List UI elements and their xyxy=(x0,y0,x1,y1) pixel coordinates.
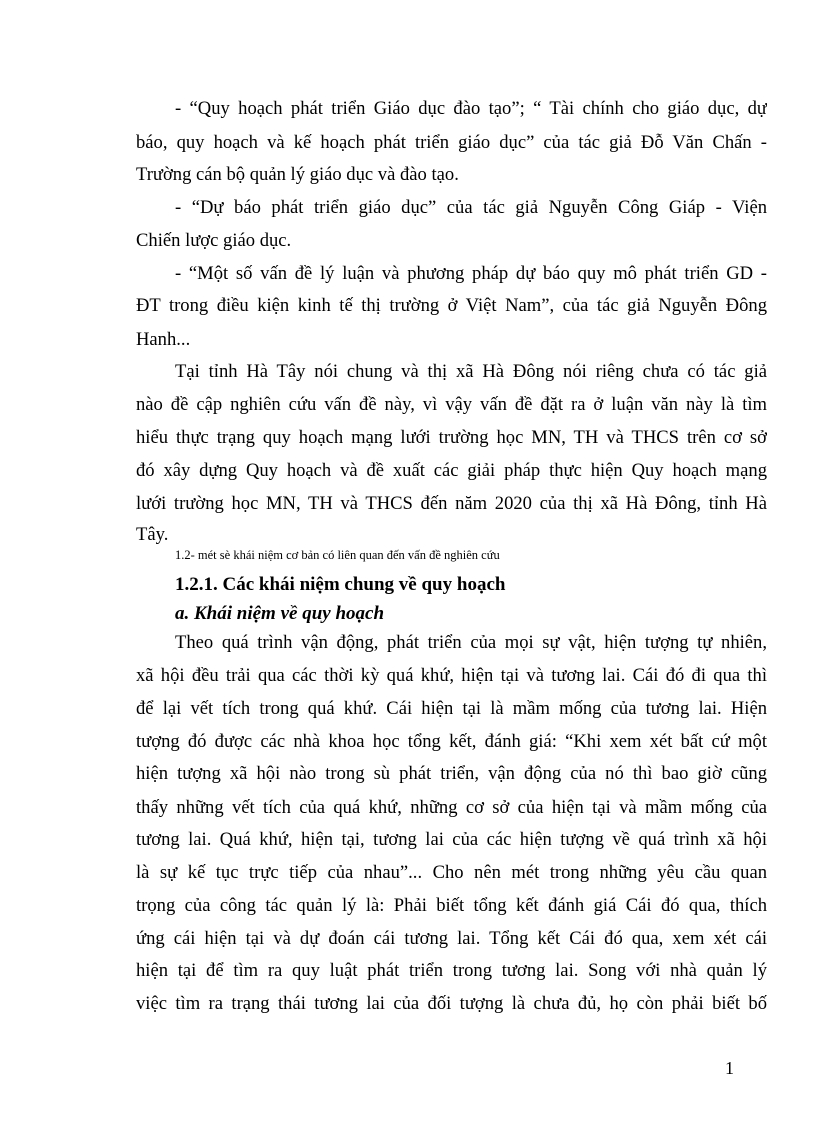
body-line: tượng đó được các nhà khoa học tổng kết, đánh giá: “Khi xem xét bất cứ một xyxy=(136,731,767,752)
paragraph-line: báo, quy hoạch và kế hoạch phát triển giáo dục” của tác giả Đỗ Văn Chấn - xyxy=(136,132,767,153)
body-line: để lại vết tích trong quá khứ. Cái hiện tại là mầm mống của tương lai. Hiện xyxy=(136,698,767,719)
page-number: 1 xyxy=(725,1058,734,1078)
body-line: Theo quá trình vận động, phát triển của mọi sự vật, hiện tượng tự nhiên, xyxy=(175,632,767,653)
section-heading: 1.2- mét sè khái niệm cơ bản có liên quan đến vấn đề nghiên cứu xyxy=(175,548,500,562)
body-line: trọng của công tác quản lý là: Phải biết tổng kết đánh giá Cái đó qua, thích xyxy=(136,895,767,916)
body-line: hiện tượng xã hội nào trong sù phát triển, vận động của nó thì bao giờ cũng xyxy=(136,763,767,784)
paragraph-line: - “Quy hoạch phát triển Giáo dục đào tạo”; “ Tài chính cho giáo dục, dự xyxy=(175,98,767,119)
subsubsection-heading: a. Khái niệm về quy hoạch xyxy=(175,603,385,624)
body-line: là sự kế tục trực tiếp của nhau”... Cho nên mét trong những yêu cầu quan xyxy=(136,862,767,883)
paragraph-line: Trường cán bộ quản lý giáo dục và đào tạo. xyxy=(136,164,459,185)
body-line: việc tìm ra trạng thái tương lai của đối tượng là chưa đủ, họ còn phải biết bố xyxy=(136,993,767,1014)
paragraph-line: - “Một số vấn đề lý luận và phương pháp dự báo quy mô phát triển GD - xyxy=(175,263,767,284)
paragraph-line: hiểu thực trạng quy hoạch mạng lưới trường học MN, TH và THCS trên cơ sở xyxy=(136,427,767,448)
paragraph-line: Chiến lược giáo dục. xyxy=(136,230,292,251)
paragraph-line: ĐT trong điều kiện kinh tế thị trường ở Việt Nam”, của tác giả Nguyễn Đông xyxy=(136,295,767,316)
body-line: thấy những vết tích của quá khứ, những cơ sở của hiện tại và mầm mống của xyxy=(136,797,767,818)
paragraph-line: - “Dự báo phát triển giáo dục” của tác giả Nguyễn Công Giáp - Viện xyxy=(175,197,767,218)
body-line: tương lai. Quá khứ, hiện tại, tương lai của các hiện tượng về quá trình xã hội xyxy=(136,829,767,850)
body-line: xã hội đều trải qua các thời kỳ quá khứ, hiện tại và tương lai. Cái đó đi qua thì xyxy=(136,665,767,686)
paragraph-line: đó xây dựng Quy hoạch và đề xuất các giải pháp thực hiện Quy hoạch mạng xyxy=(136,460,767,481)
paragraph-line: Hanh... xyxy=(136,329,191,350)
paragraph-line: Tại tỉnh Hà Tây nói chung và thị xã Hà Đông nói riêng chưa có tác giả xyxy=(175,361,767,382)
paragraph-line: Tây. xyxy=(136,524,169,545)
paragraph-line: lưới trường học MN, TH và THCS đến năm 2020 của thị xã Hà Đông, tỉnh Hà xyxy=(136,493,767,514)
paragraph-line: nào đề cập nghiên cứu vấn đề này, vì vậy vấn đề đặt ra ở luận văn này là tìm xyxy=(136,394,767,415)
subsection-heading: 1.2.1. Các khái niệm chung về quy hoạch xyxy=(175,574,506,595)
body-line: ứng cái hiện tại và dự đoán cái tương lai. Tổng kết Cái đó qua, xem xét cái xyxy=(136,928,767,949)
body-line: hiện tại để tìm ra quy luật phát triển trong tương lai. Song với nhà quản lý xyxy=(136,960,767,981)
